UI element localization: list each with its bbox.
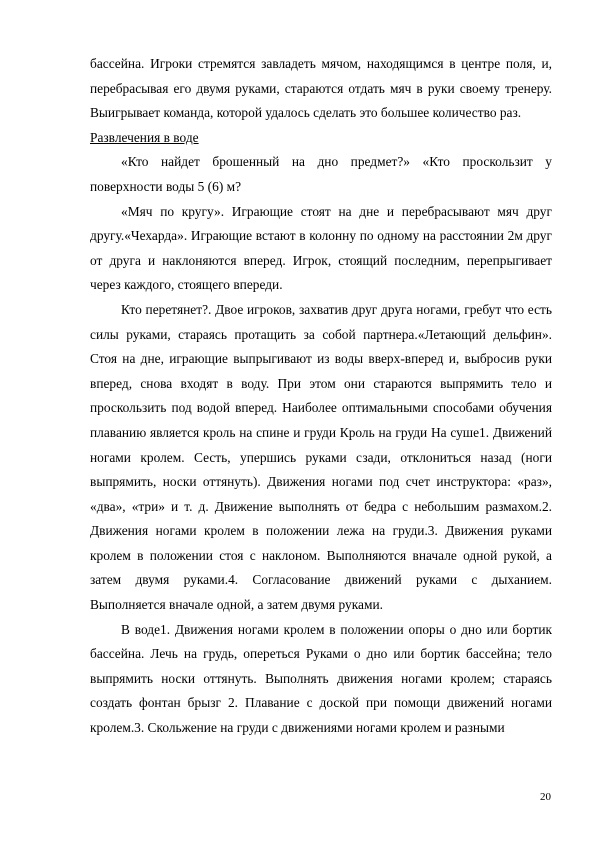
paragraph-continuation: бассейна. Игроки стремятся завладеть мячом, находящимся в центре поля, и, перебрасывая его двумя руками, стараются отдать мяч в руки своему тренеру. Выигрывает команда, которой удалось сделать это большее количество раз. — [90, 56, 552, 121]
paragraph-crawl-in-water: В воде1. Движения ногами кролем в положении опоры о дно или бортик бассейна. Лечь на грудь, опереться Руками о дно или бортик бассейна; тело выпрямить носки оттянуть. Выполнять движения ногами кролем; стараясь создать фонтан брызг 2. Плавание с доской при помощи движений ногами кролем.3. Скольжение на груди с движениями ногами кролем и разными — [90, 621, 552, 736]
paragraph-water-games-questions: «Кто найдет брошенный на дно предмет?» «Кто проскользит у поверхности воды 5 (6) м? — [90, 154, 552, 194]
paragraph-ball-in-circle: «Мяч по кругу». Играющие стоят на дне и перебрасывают мяч друг другу.«Чехарда». Играющие встают в колонну по одному на расстоянии 2м друг от друга и наклоняются вперед. Игрок, стоящий последним, перепрыгивает через каждого, стоящего впереди. — [90, 203, 552, 293]
page-number: 20 — [540, 791, 551, 803]
page-body — [90, 52, 552, 741]
section-heading-water-games: Развлечения в воде — [90, 129, 199, 145]
paragraph-tug-and-crawl-on-land: Кто перетянет?. Двое игроков, захватив друг друга ногами, гребут что есть силы руками, стараясь протащить за собой партнера.«Летающий дельфин». Стоя на дне, играющие выпрыгивают из воды вверх-вперед и, выбросив руки вперед, снова входят в воду. При этом они стараются выпрямить тело и проскользить под водой вперед. Наиболее оптимальными способами обучения плаванию является кроль на спине и груди Кроль на груди На суше1. Движений ногами кролем. Сесть, упершись руками сзади, отклониться назад (ноги выпрямить, носки оттянуть). Движения ногами под счет инструктора: «раз», «два», «три» и т. д. Движение выполнять от бедра с небольшим размахом.2. Движения ногами кролем в положении лежа на груди.3. Движения руками кролем в положении стоя с наклоном. Выполняются вначале одной рукой, а затем двумя руками.4. Согласование движений руками с дыханием. Выполняется вначале одной, а затем двумя руками. — [90, 301, 552, 613]
